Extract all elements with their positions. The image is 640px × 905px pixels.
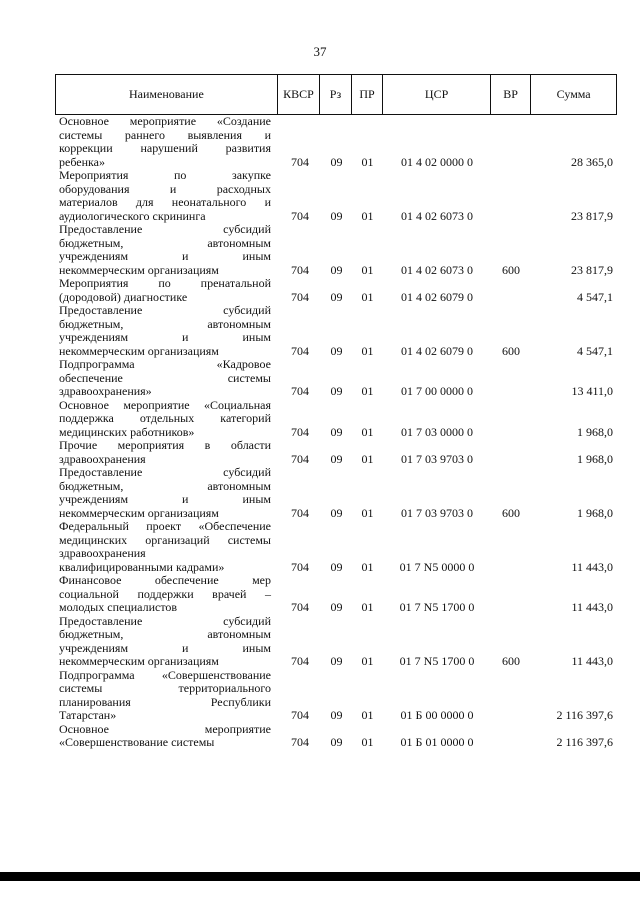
row-name-line: Предоставление субсидий	[59, 222, 271, 236]
row-rz: 09	[330, 708, 343, 722]
page-number: 37	[313, 44, 327, 59]
row-name-line: здравоохранения»	[59, 384, 152, 398]
row-name-line: некоммерческим организациям	[59, 505, 219, 520]
row-name	[55, 615, 279, 669]
row-pr: 01	[361, 654, 374, 668]
table-header	[55, 74, 617, 115]
row-rz: 09	[330, 208, 343, 223]
row-rz: 09	[330, 384, 343, 398]
row-pr: 01	[361, 343, 374, 358]
row-name-line: аудиологического скрининга	[59, 208, 206, 223]
table-body	[55, 115, 617, 750]
row-pr: 01	[361, 384, 374, 398]
row-name-line: поддержка отдельных категорий	[59, 411, 271, 425]
row-name-line: Предоставление субсидий	[59, 613, 271, 628]
table-row	[55, 115, 617, 169]
row-name-line: учреждениям и иным	[59, 249, 271, 263]
row-csr: 01 7 03 0000 0	[401, 424, 473, 439]
row-rz: 09	[330, 451, 343, 466]
row-sum: 2 116 397,6	[556, 708, 613, 722]
row-pr: 01	[361, 559, 374, 574]
row-csr: 01 4 02 6073 0	[401, 208, 473, 223]
header-vr: ВР	[490, 75, 530, 114]
row-name-line: ребенка»	[59, 154, 105, 169]
row-rz: 09	[330, 559, 343, 574]
row-csr: 01 7 00 0000 0	[401, 384, 473, 398]
row-name	[55, 574, 279, 615]
row-name	[55, 358, 279, 399]
row-name-line: здравоохранения	[59, 451, 146, 466]
row-csr: 01 4 02 6079 0	[401, 289, 473, 304]
row-kvsr: 704	[291, 384, 309, 398]
row-name-line: медицинских организаций системы	[59, 532, 271, 547]
row-pr: 01	[361, 289, 374, 304]
row-name-line: «Совершенствование системы	[59, 735, 215, 749]
row-name-line: Основное мероприятие	[59, 721, 271, 736]
row-name-line: системы территориального	[59, 681, 271, 695]
row-name-line: Мероприятия по закупке	[59, 168, 271, 182]
row-name	[55, 669, 279, 723]
row-kvsr: 704	[291, 708, 309, 722]
header-sum: Сумма	[530, 75, 616, 114]
row-name-line: медицинских работников»	[59, 424, 195, 439]
row-name-line: молодых специалистов	[59, 600, 178, 614]
row-pr: 01	[361, 451, 374, 466]
table-row	[55, 439, 617, 466]
table-row	[55, 574, 617, 615]
row-sum: 23 817,9	[571, 262, 613, 277]
row-rz: 09	[330, 343, 343, 358]
row-name	[55, 723, 279, 750]
table-row	[55, 277, 617, 304]
row-name-line: Прочие мероприятия в области	[59, 438, 271, 452]
row-kvsr: 704	[291, 451, 309, 466]
row-name-line: Предоставление субсидий	[59, 465, 271, 479]
row-rz: 09	[330, 505, 343, 520]
row-name	[55, 399, 279, 440]
row-sum: 28 365,0	[571, 154, 613, 169]
row-csr: 01 Б 00 0000 0	[400, 708, 474, 722]
row-sum: 11 443,0	[571, 559, 613, 574]
table-row	[55, 169, 617, 223]
row-csr: 01 4 02 0000 0	[401, 154, 473, 169]
row-pr: 01	[361, 262, 374, 277]
row-pr: 01	[361, 600, 374, 614]
row-name-line: Предоставление субсидий	[59, 303, 271, 317]
table-row	[55, 615, 617, 669]
row-csr: 01 7 03 9703 0	[401, 451, 473, 466]
row-rz: 09	[330, 600, 343, 614]
row-name-line: системы раннего выявления и	[59, 127, 271, 142]
row-pr: 01	[361, 154, 374, 169]
row-sum: 1 968,0	[577, 424, 613, 439]
row-kvsr: 704	[291, 600, 309, 614]
row-name-line: Мероприятия по пренатальной	[59, 276, 271, 290]
row-vr: 600	[502, 505, 520, 520]
table-row	[55, 723, 617, 750]
row-pr: 01	[361, 505, 374, 520]
row-kvsr: 704	[291, 208, 309, 223]
table-row	[55, 399, 617, 440]
row-name-line: бюджетным, автономным	[59, 316, 271, 331]
header-pr: ПР	[351, 75, 383, 114]
row-name-line: Основное мероприятие «Создание	[59, 114, 271, 128]
row-name-line: Федеральный проект «Обеспечение	[59, 519, 271, 533]
row-rz: 09	[330, 424, 343, 439]
row-name-line: бюджетным, автономным	[59, 627, 271, 641]
row-name	[55, 520, 279, 574]
row-name-line: бюджетным, автономным	[59, 235, 271, 250]
row-name-line: учреждениям и иным	[59, 330, 271, 344]
row-rz: 09	[330, 289, 343, 304]
row-kvsr: 704	[291, 735, 309, 749]
row-name-line: квалифицированными кадрами»	[59, 559, 225, 574]
row-name	[55, 439, 279, 466]
table-row	[55, 466, 617, 520]
row-rz: 09	[330, 654, 343, 668]
row-csr: 01 4 02 6079 0	[401, 343, 473, 358]
row-kvsr: 704	[291, 154, 309, 169]
row-sum: 11 443,0	[571, 654, 613, 668]
row-sum: 1 968,0	[577, 505, 613, 520]
row-name-line: бюджетным, автономным	[59, 478, 271, 493]
row-kvsr: 704	[291, 343, 309, 358]
row-name-line: учреждениям и иным	[59, 640, 271, 655]
row-sum: 4 547,1	[577, 343, 613, 358]
row-name-line: Подпрограмма «Совершенствование	[59, 667, 271, 682]
row-name-line: здравоохранения	[59, 546, 146, 560]
row-pr: 01	[361, 708, 374, 722]
row-name-line: коррекции нарушений развития	[59, 141, 271, 155]
row-name	[55, 223, 279, 277]
row-csr: 01 7 03 9703 0	[401, 505, 473, 520]
row-sum: 1 968,0	[577, 451, 613, 466]
header-csr: ЦСР	[382, 75, 489, 114]
row-name-line: обеспечение системы	[59, 370, 271, 385]
row-name-line: материалов для неонатального и	[59, 195, 271, 209]
row-name-line: учреждениям и иным	[59, 492, 271, 506]
table-row	[55, 304, 617, 358]
row-sum: 13 411,0	[571, 384, 613, 398]
budget-table	[55, 74, 617, 750]
row-name-line: Основное мероприятие «Социальная	[59, 397, 271, 412]
row-name	[55, 169, 279, 223]
row-kvsr: 704	[291, 505, 309, 520]
row-name	[55, 115, 279, 169]
row-pr: 01	[361, 424, 374, 439]
row-sum: 11 443,0	[571, 600, 613, 614]
row-name-line: оборудования и расходных	[59, 181, 271, 196]
header-name: Наименование	[129, 87, 204, 101]
row-vr: 600	[502, 343, 520, 358]
row-name	[55, 304, 279, 358]
row-kvsr: 704	[291, 654, 309, 668]
row-vr: 600	[502, 654, 520, 668]
row-kvsr: 704	[291, 424, 309, 439]
row-rz: 09	[330, 262, 343, 277]
row-kvsr: 704	[291, 559, 309, 574]
row-name-line: Подпрограмма «Кадровое	[59, 357, 271, 371]
row-name-line: планирования Республики	[59, 694, 271, 709]
table-row	[55, 520, 617, 574]
row-pr: 01	[361, 735, 374, 749]
row-csr: 01 7 N5 0000 0	[399, 559, 475, 574]
row-pr: 01	[361, 208, 374, 223]
row-csr: 01 4 02 6073 0	[401, 262, 473, 277]
row-sum: 4 547,1	[577, 289, 613, 304]
row-csr: 01 7 N5 1700 0	[399, 654, 475, 668]
row-name-line: Финансовое обеспечение мер	[59, 573, 271, 587]
header-kvsr: КВСР	[277, 75, 319, 114]
row-vr: 600	[502, 262, 520, 277]
row-name	[55, 466, 279, 520]
table-row	[55, 358, 617, 399]
row-rz: 09	[330, 735, 343, 749]
row-name-line: некоммерческим организациям	[59, 343, 219, 358]
row-name-line: некоммерческим организациям	[59, 654, 219, 668]
row-kvsr: 704	[291, 262, 309, 277]
row-name-line: социальной поддержки врачей –	[59, 586, 271, 601]
row-name	[55, 277, 279, 304]
row-sum: 2 116 397,6	[556, 735, 613, 749]
row-kvsr: 704	[291, 289, 309, 304]
row-name-line: Татарстан»	[59, 708, 117, 722]
row-sum: 23 817,9	[571, 208, 613, 223]
table-row	[55, 223, 617, 277]
row-name-line: (дородовой) диагностике	[59, 289, 188, 304]
scan-border	[0, 872, 640, 881]
row-csr: 01 7 N5 1700 0	[399, 600, 475, 614]
table-row	[55, 669, 617, 723]
row-csr: 01 Б 01 0000 0	[400, 735, 474, 749]
row-name-line: некоммерческим организациям	[59, 262, 219, 277]
header-rz: Рз	[319, 75, 351, 114]
row-rz: 09	[330, 154, 343, 169]
